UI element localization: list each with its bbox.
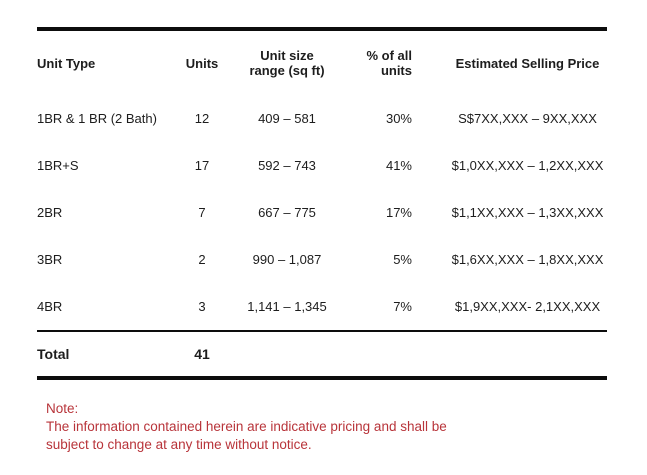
- header-size-range: [237, 48, 337, 78]
- cell-unit-type: 1BR & 1 BR (2 Bath): [37, 111, 157, 126]
- cell-size-range: 592 – 743: [258, 158, 316, 173]
- cell-price: S$7XX,XXX – 9XX,XXX: [458, 111, 597, 126]
- header-pct-line1: % of all: [366, 48, 412, 63]
- table-row-1br-s: [37, 142, 607, 189]
- pricing-note: [46, 400, 447, 454]
- total-row: [37, 330, 607, 376]
- cell-pct: 5%: [393, 252, 412, 267]
- header-units: Units: [185, 55, 219, 71]
- cell-unit-type: 1BR+S: [37, 158, 79, 173]
- total-units: 41: [194, 345, 210, 362]
- cell-unit-type: 2BR: [37, 205, 63, 220]
- note-line1: The information contained herein are indicative pricing and shall be: [46, 419, 447, 434]
- header-price: Estimated Selling Price: [455, 55, 600, 71]
- cell-price: $1,6XX,XXX – 1,8XX,XXX: [451, 252, 604, 267]
- table-row-1br-2bath: [37, 95, 607, 142]
- header-unit-type: Unit Type: [37, 55, 96, 71]
- table-row-3br: [37, 236, 607, 283]
- cell-pct: 30%: [385, 111, 412, 126]
- cell-size-range: 667 – 775: [258, 205, 316, 220]
- cell-size-range: 1,141 – 1,345: [247, 299, 327, 314]
- note-title: Note:: [46, 401, 79, 416]
- cell-units: 17: [194, 158, 210, 173]
- cell-units: 3: [198, 299, 206, 314]
- table-row-2br: [37, 189, 607, 236]
- header-pct-line2: units: [380, 63, 412, 78]
- cell-size-range: 990 – 1,087: [252, 252, 322, 267]
- note-line2: subject to change at any time without notice.: [46, 437, 312, 452]
- header-size-range-line2: range (sq ft): [249, 63, 325, 78]
- cell-pct: 41%: [385, 158, 412, 173]
- cell-price: $1,0XX,XXX – 1,2XX,XXX: [451, 158, 604, 173]
- cell-unit-type: 3BR: [37, 252, 63, 267]
- pricing-table: [37, 27, 607, 380]
- header-row: [37, 31, 607, 95]
- cell-unit-type: 4BR: [37, 299, 63, 314]
- cell-pct: 7%: [393, 299, 412, 314]
- cell-units: 2: [198, 252, 206, 267]
- header-size-range-line1: Unit size: [260, 48, 314, 63]
- header-pct-of-units: [337, 48, 412, 78]
- cell-units: 12: [194, 111, 210, 126]
- table-row-4br: [37, 283, 607, 330]
- total-label: Total: [37, 345, 70, 362]
- cell-price: $1,9XX,XXX- 2,1XX,XXX: [454, 299, 601, 314]
- cell-price: $1,1XX,XXX – 1,3XX,XXX: [451, 205, 604, 220]
- cell-units: 7: [198, 205, 206, 220]
- cell-size-range: 409 – 581: [258, 111, 316, 126]
- cell-pct: 17%: [385, 205, 412, 220]
